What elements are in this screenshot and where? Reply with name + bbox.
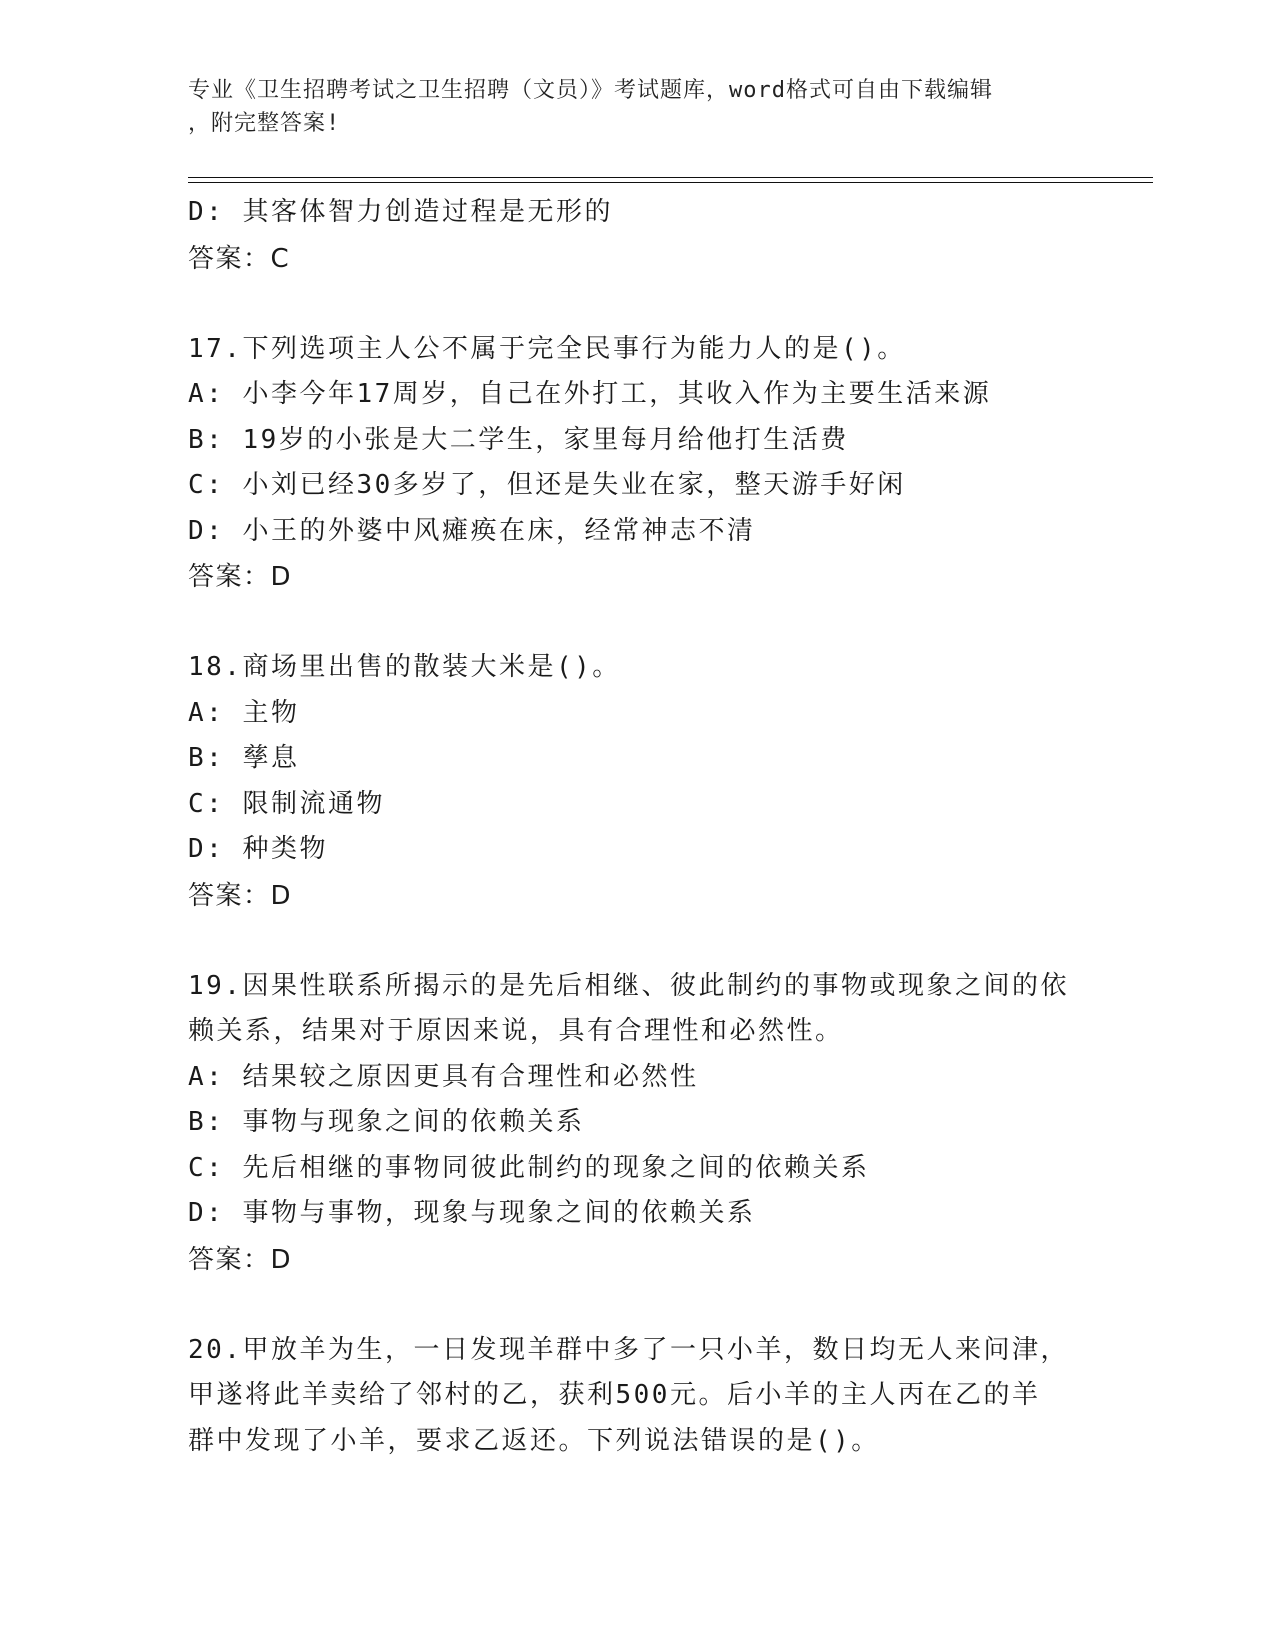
question-block xyxy=(188,327,1108,601)
option-d: D: 其客体智力创造过程是无形的 xyxy=(188,197,613,227)
spacer xyxy=(188,282,1108,327)
header-line-1: 专业《卫生招聘考试之卫生招聘（文员）》考试题库，word格式可自由下载编辑 xyxy=(188,78,993,103)
answer-line: 答案：D xyxy=(188,1244,293,1275)
question-stem-line: 19.因果性联系所揭示的是先后相继、彼此制约的事物或现象之间的依 xyxy=(188,970,1069,1001)
option-d: D: 种类物 xyxy=(188,834,328,864)
question-stem-line: 甲遂将此羊卖给了邻村的乙，获利500元。后小羊的主人丙在乙的羊 xyxy=(188,1380,1041,1410)
option-c: C: 先后相继的事物同彼此制约的现象之间的依赖关系 xyxy=(188,1152,870,1183)
question-block xyxy=(188,964,1108,1283)
spacer xyxy=(188,600,1108,645)
header-divider-thin xyxy=(188,177,1153,178)
spacer xyxy=(188,1283,1108,1328)
option-b: B: 19岁的小张是大二学生，家里每月给他打生活费 xyxy=(188,424,849,455)
answer-line: 答案：C xyxy=(188,243,291,274)
option-c: C: 限制流通物 xyxy=(188,788,385,819)
document-header xyxy=(188,74,1068,140)
question-content xyxy=(188,190,1108,1464)
answer-line: 答案：D xyxy=(188,562,293,592)
question-stem-line: 群中发现了小羊，要求乙返还。下列说法错误的是()。 xyxy=(188,1425,880,1456)
question-block xyxy=(188,1328,1108,1465)
option-a: A: 主物 xyxy=(188,697,300,728)
option-b: B: 事物与现象之间的依赖关系 xyxy=(188,1107,585,1137)
question-stem: 17.下列选项主人公不属于完全民事行为能力人的是()。 xyxy=(188,333,906,364)
question-fragment xyxy=(188,190,1108,282)
question-stem: 18.商场里出售的散装大米是()。 xyxy=(188,652,621,682)
header-line-2: ，附完整答案! xyxy=(188,111,341,136)
option-a: A: 小李今年17周岁，自己在外打工，其收入作为主要生活来源 xyxy=(188,379,992,409)
question-block xyxy=(188,645,1108,919)
option-d: D: 事物与事物，现象与现象之间的依赖关系 xyxy=(188,1198,756,1228)
option-a: A: 结果较之原因更具有合理性和必然性 xyxy=(188,1061,699,1092)
option-c: C: 小刘已经30多岁了，但还是失业在家，整天游手好闲 xyxy=(188,470,906,500)
spacer xyxy=(188,919,1108,964)
question-stem-line: 赖关系，结果对于原因来说，具有合理性和必然性。 xyxy=(188,1016,844,1046)
option-b: B: 孳息 xyxy=(188,743,300,773)
answer-line: 答案：D xyxy=(188,880,293,911)
option-d: D: 小王的外婆中风瘫痪在床，经常神志不清 xyxy=(188,515,756,546)
header-divider-thick xyxy=(188,182,1153,183)
question-stem-line: 20.甲放羊为生，一日发现羊群中多了一只小羊，数日均无人来问津， xyxy=(188,1334,1069,1365)
